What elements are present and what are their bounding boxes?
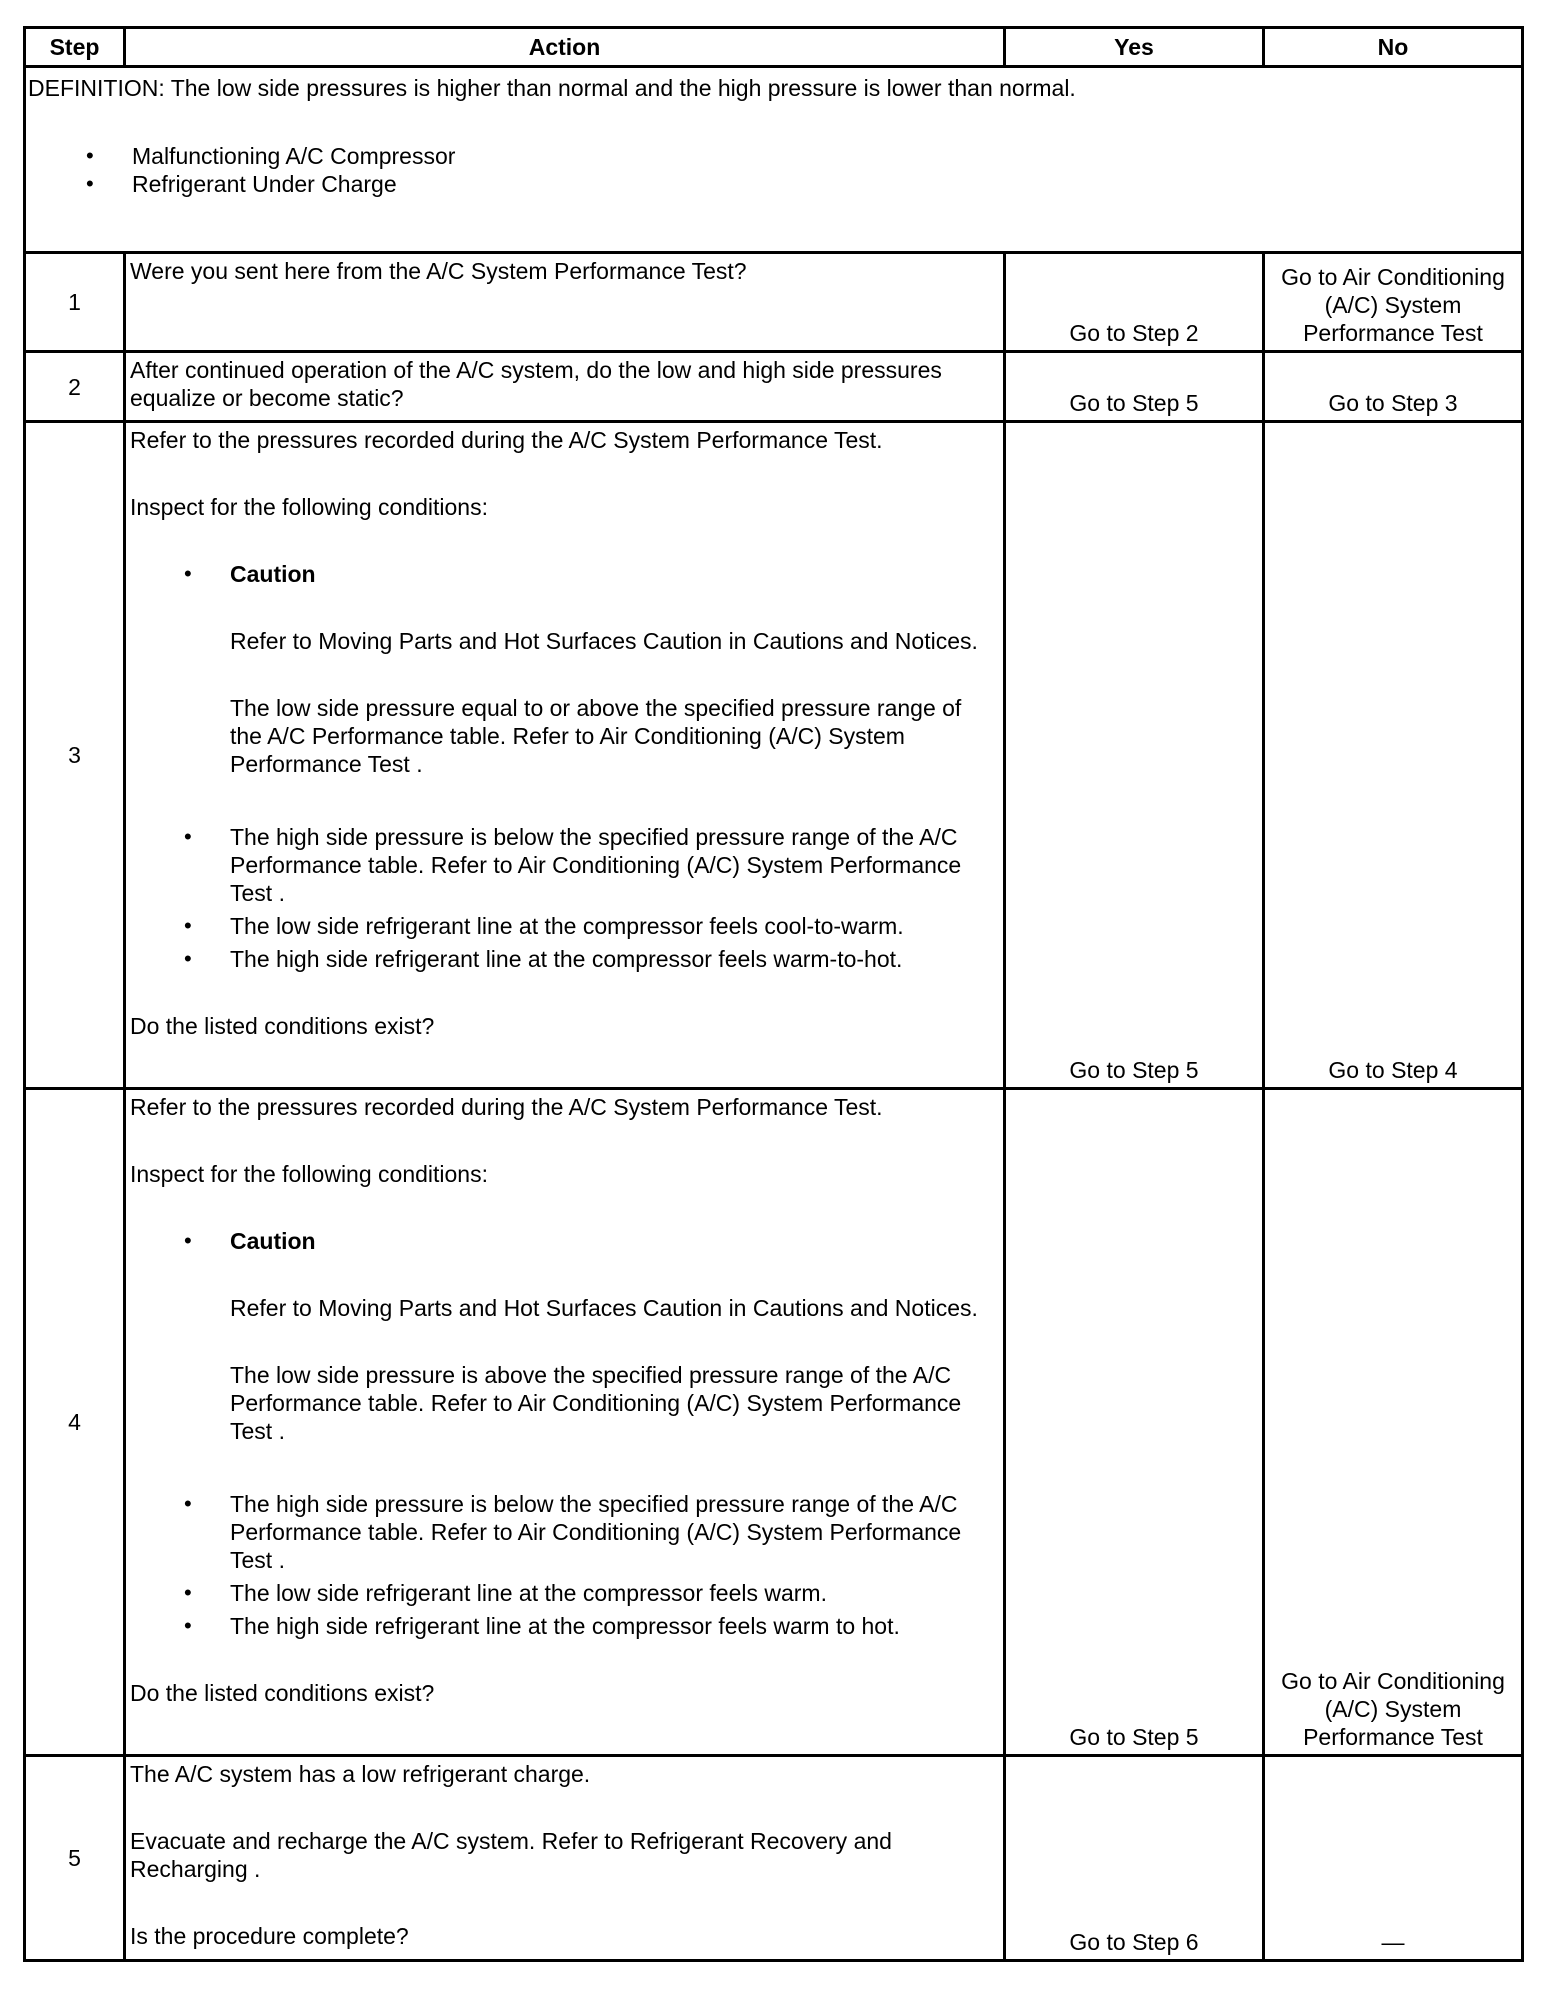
condition-item: • The low side refrigerant line at the compressor feels cool-to-warm. bbox=[230, 912, 999, 940]
step-number: 3 bbox=[25, 422, 125, 1089]
caution-text: Refer to Moving Parts and Hot Surfaces Caution in Cautions and Notices. bbox=[230, 628, 978, 654]
action-question: Is the procedure complete? bbox=[130, 1923, 409, 1949]
no-cell: Go to Step 3 bbox=[1264, 352, 1523, 422]
step-action bbox=[125, 253, 1005, 352]
yes-cell: Go to Step 5 bbox=[1005, 352, 1264, 422]
condition-list bbox=[130, 1227, 999, 1640]
table-row bbox=[25, 1089, 1523, 1756]
header-step: Step bbox=[25, 28, 125, 67]
condition-item: • The high side refrigerant line at the compressor feels warm to hot. bbox=[230, 1612, 999, 1640]
no-cell: — bbox=[1264, 1756, 1523, 1961]
action-intro: Refer to the pressures recorded during the A/C System Performance Test. bbox=[130, 1094, 883, 1120]
definition-list bbox=[28, 142, 1517, 198]
table-row bbox=[25, 1756, 1523, 1961]
definition-item: • Malfunctioning A/C Compressor bbox=[132, 142, 1517, 170]
header-no: No bbox=[1264, 28, 1523, 67]
condition-item: • The high side pressure is below the specified pressure range of the A/C Performance table. Refer to Air Conditioning (A/C) System Performance Test . bbox=[230, 1490, 999, 1574]
header-row bbox=[25, 28, 1523, 67]
step-action bbox=[125, 1756, 1005, 1961]
action-text: After continued operation of the A/C system, do the low and high side pressures equalize or become static? bbox=[130, 357, 942, 411]
action-question: Do the listed conditions exist? bbox=[130, 1013, 435, 1039]
yes-cell: Go to Step 5 bbox=[1005, 1089, 1264, 1756]
definition-text: DEFINITION: The low side pressures is higher than normal and the high pressure is lower than normal. bbox=[28, 75, 1076, 101]
action-line: Evacuate and recharge the A/C system. Refer to Refrigerant Recovery and Recharging . bbox=[130, 1828, 892, 1882]
no-cell: Go to Air Conditioning (A/C) System Performance Test bbox=[1264, 1089, 1523, 1756]
yes-cell: Go to Step 6 bbox=[1005, 1756, 1264, 1961]
step-action bbox=[125, 352, 1005, 422]
condition-item: • The high side refrigerant line at the compressor feels warm-to-hot. bbox=[230, 945, 999, 973]
yes-cell: Go to Step 5 bbox=[1005, 422, 1264, 1089]
low-side-condition: The low side pressure equal to or above the specified pressure range of the A/C Performance table. Refer to Air Conditioning (A/C) System Performance Test . bbox=[230, 695, 962, 777]
step-action bbox=[125, 1089, 1005, 1756]
header-yes: Yes bbox=[1005, 28, 1264, 67]
caution-title: • Caution bbox=[230, 561, 316, 587]
action-intro: Refer to the pressures recorded during the A/C System Performance Test. bbox=[130, 427, 883, 453]
condition-item: • The low side refrigerant line at the compressor feels warm. bbox=[230, 1579, 999, 1607]
step-number: 1 bbox=[25, 253, 125, 352]
table-row bbox=[25, 352, 1523, 422]
table-row bbox=[25, 253, 1523, 352]
definition-item: • Refrigerant Under Charge bbox=[132, 170, 1517, 198]
action-text: Were you sent here from the A/C System Performance Test? bbox=[130, 258, 747, 284]
step-number: 4 bbox=[25, 1089, 125, 1756]
definition-cell bbox=[25, 67, 1523, 253]
condition-list bbox=[130, 560, 999, 973]
condition-item: • The high side pressure is below the specified pressure range of the A/C Performance table. Refer to Air Conditioning (A/C) System Performance Test . bbox=[230, 823, 999, 907]
low-side-condition: The low side pressure is above the specified pressure range of the A/C Performance table. Refer to Air Conditioning (A/C) System Performance Test . bbox=[230, 1362, 962, 1444]
step-number: 2 bbox=[25, 352, 125, 422]
step-number: 5 bbox=[25, 1756, 125, 1961]
caution-item bbox=[230, 1227, 999, 1445]
action-inspect: Inspect for the following conditions: bbox=[130, 1161, 488, 1187]
action-inspect: Inspect for the following conditions: bbox=[130, 494, 488, 520]
action-line: The A/C system has a low refrigerant charge. bbox=[130, 1761, 591, 1787]
definition-row bbox=[25, 67, 1523, 253]
table-row bbox=[25, 422, 1523, 1089]
diagnostic-table bbox=[23, 26, 1524, 1962]
yes-cell: Go to Step 2 bbox=[1005, 253, 1264, 352]
no-cell: Go to Air Conditioning (A/C) System Performance Test bbox=[1264, 253, 1523, 352]
caution-text: Refer to Moving Parts and Hot Surfaces Caution in Cautions and Notices. bbox=[230, 1295, 978, 1321]
caution-title: • Caution bbox=[230, 1228, 316, 1254]
step-action bbox=[125, 422, 1005, 1089]
no-cell: Go to Step 4 bbox=[1264, 422, 1523, 1089]
caution-item bbox=[230, 560, 999, 778]
action-question: Do the listed conditions exist? bbox=[130, 1680, 435, 1706]
header-action: Action bbox=[125, 28, 1005, 67]
